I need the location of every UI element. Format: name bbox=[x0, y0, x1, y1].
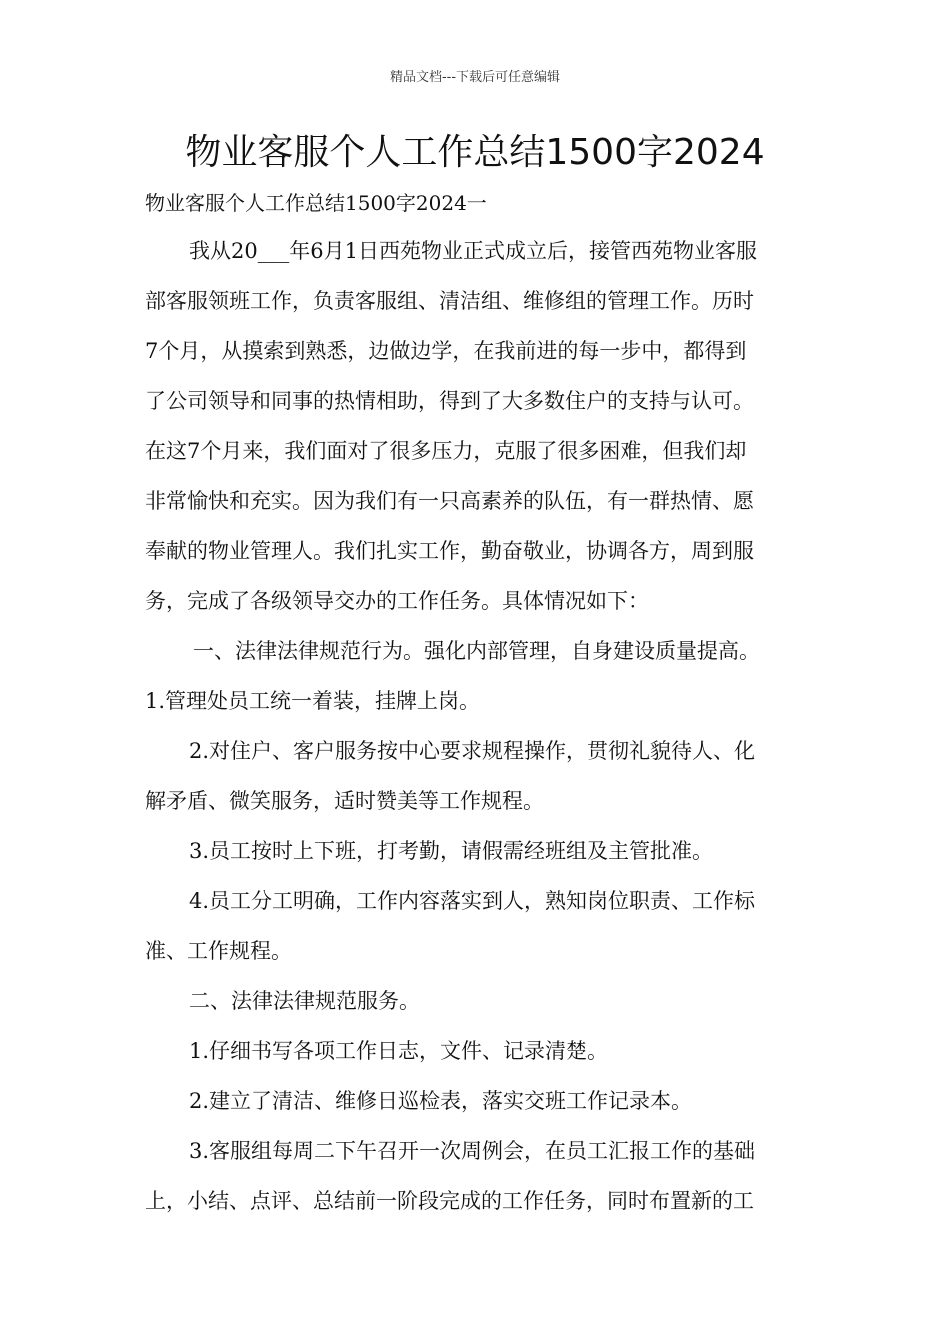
paragraph-line: 了公司领导和同事的热情相助，得到了大多数住户的支持与认可。 bbox=[145, 389, 754, 413]
section-heading: 一、法律法律规范行为。强化内部管理，自身建设质量提高。 bbox=[193, 639, 760, 663]
header-note: 精品文档---下载后可任意编辑 bbox=[389, 70, 561, 85]
paragraph-line: 7个月，从摸索到熟悉，边做边学，在我前进的每一步中，都得到 bbox=[145, 339, 747, 363]
paragraph-line: 4.员工分工明确，工作内容落实到人，熟知岗位职责、工作标 bbox=[189, 889, 756, 913]
paragraph-line: 非常愉快和充实。因为我们有一只高素养的队伍，有一群热情、愿 bbox=[145, 489, 754, 513]
paragraph-line: 务，完成了各级领导交办的工作任务。具体情况如下： bbox=[145, 589, 649, 613]
paragraph-line: 1.仔细书写各项工作日志，文件、记录清楚。 bbox=[189, 1039, 609, 1063]
paragraph-line: 部客服领班工作，负责客服组、清洁组、维修组的管理工作。历时 bbox=[145, 289, 754, 313]
paragraph-line: 上，小结、点评、总结前一阶段完成的工作任务，同时布置新的工 bbox=[145, 1189, 754, 1213]
paragraph-line: 3.客服组每周二下午召开一次周例会，在员工汇报工作的基础 bbox=[189, 1139, 756, 1163]
paragraph-line: 3.员工按时上下班，打考勤，请假需经班组及主管批准。 bbox=[189, 839, 714, 863]
paragraph-line: 我从20___年6月1日西苑物业正式成立后，接管西苑物业客服 bbox=[189, 239, 757, 263]
paragraph-line: 1.管理处员工统一着装，挂牌上岗。 bbox=[145, 689, 481, 713]
paragraph-line: 解矛盾、微笑服务，适时赞美等工作规程。 bbox=[145, 789, 544, 813]
paragraph-line: 2.建立了清洁、维修日巡检表，落实交班工作记录本。 bbox=[189, 1089, 693, 1113]
paragraph-line: 2.对住户、客户服务按中心要求规程操作，贯彻礼貌待人、化 bbox=[189, 739, 756, 763]
paragraph-line: 奉献的物业管理人。我们扎实工作，勤奋敬业，协调各方，周到服 bbox=[145, 539, 754, 563]
paragraph-line: 在这7个月来，我们面对了很多压力，克服了很多困难，但我们却 bbox=[145, 439, 747, 463]
paragraph-line: 准、工作规程。 bbox=[145, 939, 292, 963]
document-subtitle: 物业客服个人工作总结1500字2024一 bbox=[145, 191, 487, 215]
document-title: 物业客服个人工作总结1500字2024 bbox=[185, 132, 765, 173]
body-text bbox=[145, 234, 817, 1234]
section-heading: 二、法律法律规范服务。 bbox=[189, 989, 420, 1013]
